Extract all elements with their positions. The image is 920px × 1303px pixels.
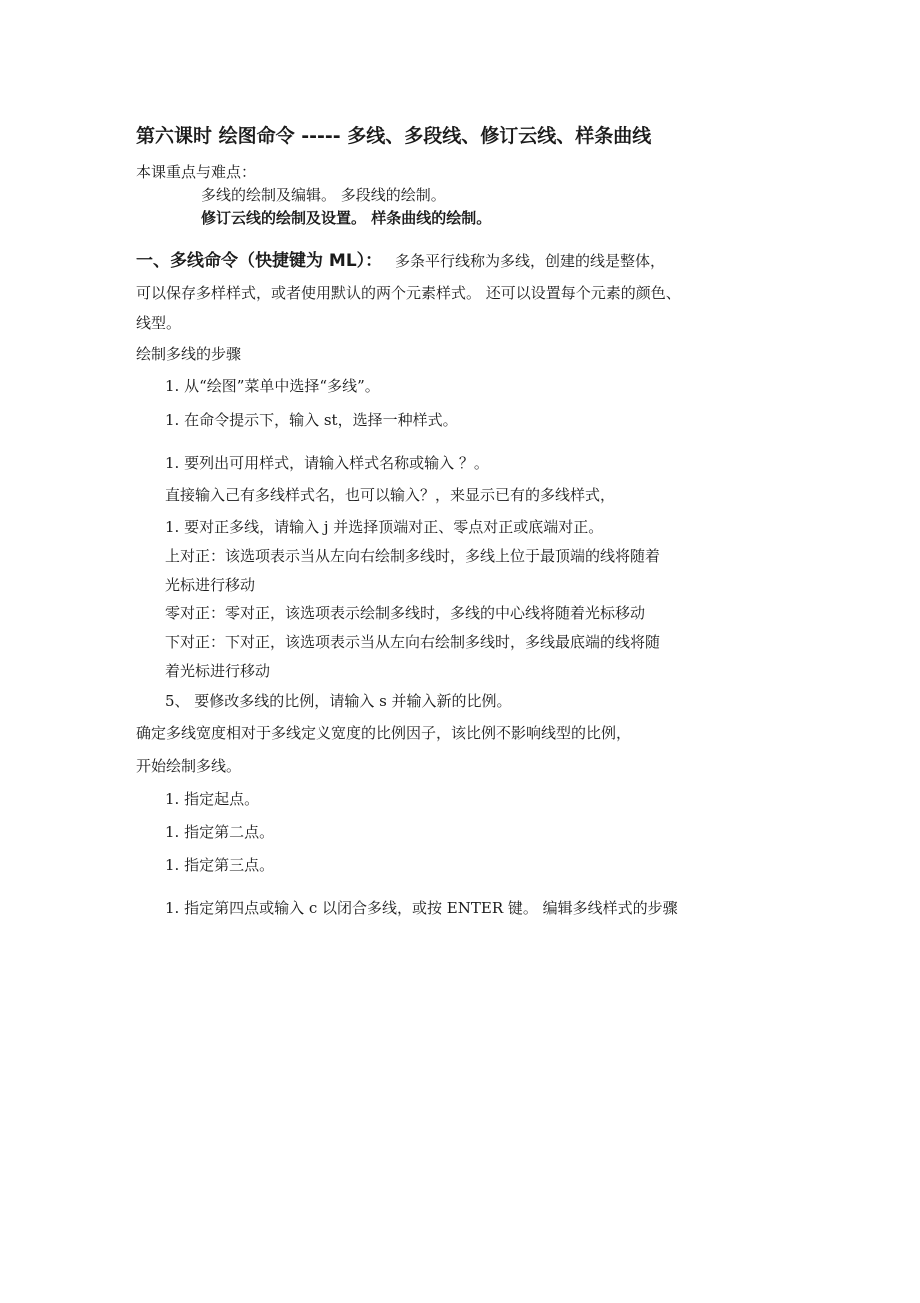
step-line: 1. 指定第二点。 [165,823,275,841]
section-1-first-line [136,251,665,271]
step-line: 1. 在命令提示下，输入 st，选择一种样式。 [165,411,458,429]
step-line: 光标进行移动 [165,576,256,594]
page-title: 第六课时 绘图命令 ----- 多线、多段线、修订云线、样条曲线 [136,125,652,147]
step-line: 1. 指定第三点。 [165,856,275,874]
step-line: 确定多线宽度相对于多线定义宽度的比例因子，该比例不影响线型的比例， [136,724,632,742]
step-line: 5、 要修改多线的比例，请输入 s 并输入新的比例。 [165,692,512,710]
step-line: 开始绘制多线。 [136,757,242,775]
section-1-text-c: 线型。 [136,314,182,332]
step-line: 直接输入己有多线样式名，也可以输入？，来显示已有的多线样式， [165,486,616,504]
step-line: 1. 从“绘图”菜单中选择“多线”。 [165,377,380,395]
step-line: 下对正：下对正，该选项表示当从左向右绘制多线时，多线最底端的线将随 [165,633,661,651]
section-1-text-a: 多条平行线称为多线，创建的线是整体， [394,252,665,270]
focus-line-1: 多线的绘制及编辑。 多段线的绘制。 [201,186,446,204]
step-line: 零对正：零对正，该选项表示绘制多线时，多线的中心线将随着光标移动 [165,604,646,622]
focus-label: 本课重点与难点： [136,163,257,181]
step-line: 1. 要对正多线，请输入 j 并选择顶端对正、零点对正或底端对正。 [165,518,604,536]
step-line: 着光标进行移动 [165,662,271,680]
section-1-heading: 一、多线命令（快捷键为 ML）： [136,251,383,271]
focus-line-2: 修订云线的绘制及设置。 样条曲线的绘制。 [201,209,492,227]
steps-heading: 绘制多线的步骤 [136,345,242,363]
step-line: 1. 指定第四点或输入 c 以闭合多线，或按 ENTER 键。 编辑多线样式的步骤 [165,899,678,917]
step-line: 上对正：该选项表示当从左向右绘制多线时，多线上位于最顶端的线将随着 [165,547,661,565]
step-line: 1. 要列出可用样式，请输入样式名称或输入 ？。 [165,454,489,472]
step-line: 1. 指定起点。 [165,790,260,808]
section-1-text-b: 可以保存多样样式，或者使用默认的两个元素样式。 还可以设置每个元素的颜色、 [136,284,681,302]
